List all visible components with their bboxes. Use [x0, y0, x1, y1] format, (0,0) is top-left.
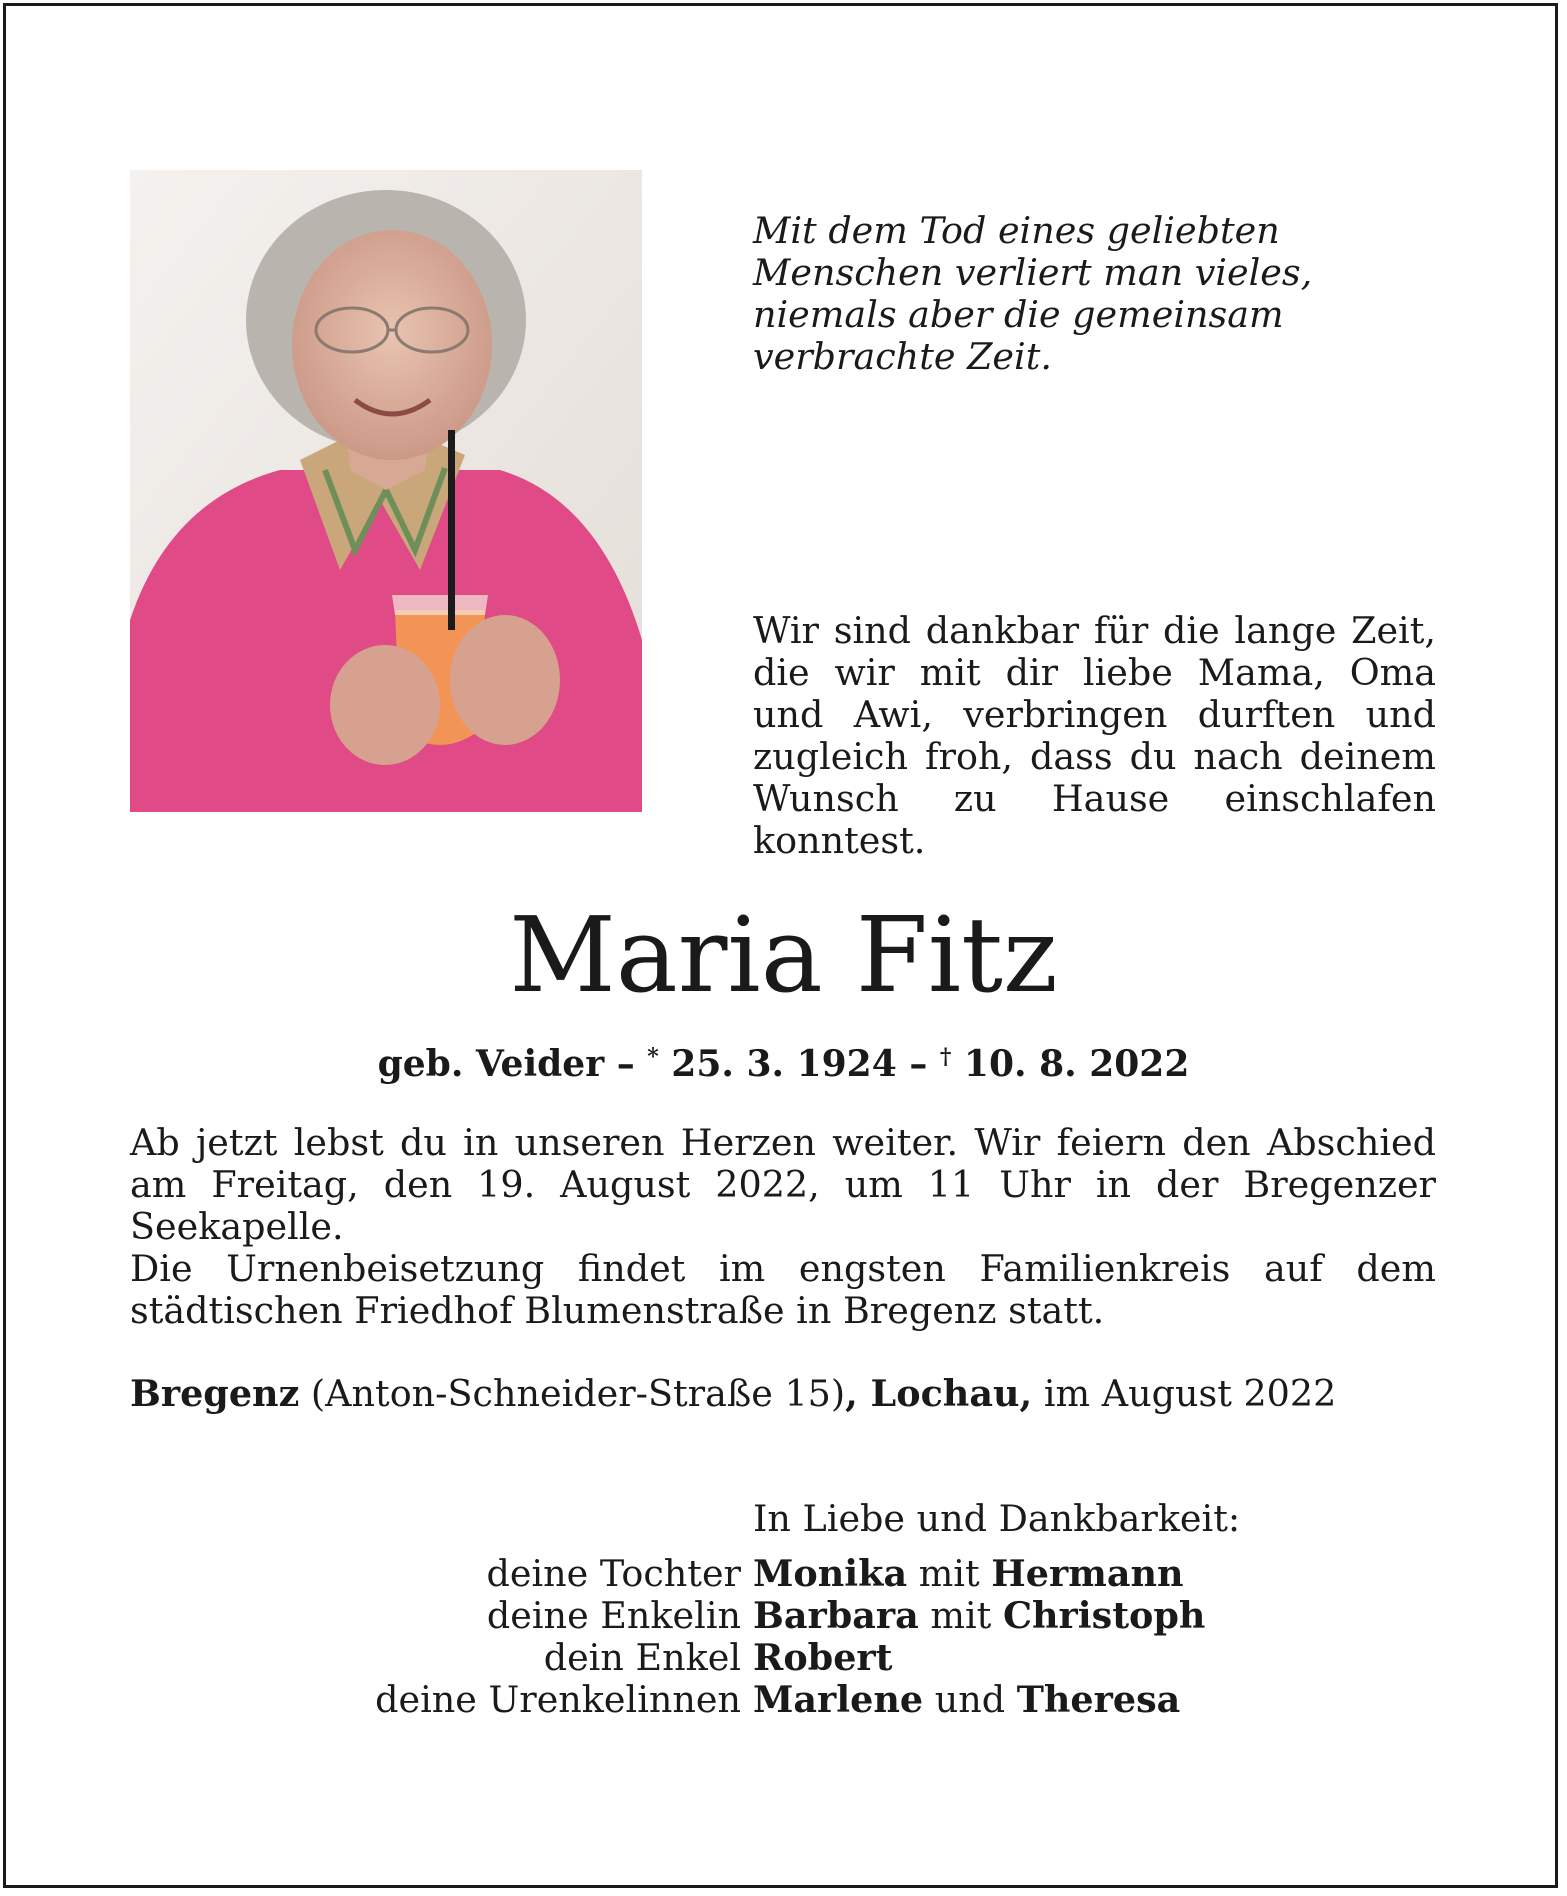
family-row [0, 1595, 1567, 1637]
quote-line: verbrachte Zeit. [753, 335, 1052, 378]
family-relation: deine Tochter [486, 1552, 741, 1595]
place-and-date [130, 1373, 1436, 1415]
family-name: Hermann [991, 1552, 1184, 1595]
family-list [0, 1553, 1567, 1721]
family-name: Robert [753, 1636, 893, 1679]
separator: – [604, 1043, 648, 1085]
place-city: , Lochau, [845, 1372, 1033, 1415]
birth-name: geb. Veider [377, 1043, 605, 1085]
family-row [0, 1553, 1567, 1595]
place-date: im August 2022 [1032, 1372, 1337, 1415]
birth-date: 25. 3. 1924 [658, 1043, 897, 1085]
family-names [753, 1679, 1180, 1721]
family-row [0, 1637, 1567, 1679]
burial-paragraph: Die Urnenbeisetzung findet im engsten Familienkreis auf dem städtischen Friedhof Blumenstraße in Bregenz statt. [130, 1247, 1436, 1332]
death-symbol: † [939, 1044, 952, 1070]
birth-symbol: * [647, 1044, 659, 1070]
family-name: Barbara [753, 1594, 919, 1637]
family-row [0, 1679, 1567, 1721]
death-date: 10. 8. 2022 [951, 1043, 1190, 1085]
life-dates [0, 1035, 1567, 1086]
thanks-paragraph: Wir sind dankbar für die lange Zeit, die wir mit dir liebe Mama, Oma und Awi, verbringen durften und zugleich froh, dass du nach deinem Wunsch zu Hause einschlafen konntest. [753, 609, 1436, 862]
deceased-name: Maria Fitz [509, 894, 1058, 1016]
family-relation: deine Enkelin [486, 1594, 741, 1637]
farewell-paragraph: Ab jetzt lebst du in unseren Herzen weiter. Wir feiern den Abschied am Freitag, den 19. August 2022, um 11 Uhr in der Bregenzer Seekapelle. [130, 1121, 1436, 1248]
family-name: Christoph [1002, 1594, 1206, 1637]
family-relation: dein Enkel [543, 1636, 741, 1679]
quote-line: niemals aber die gemeinsam [753, 293, 1284, 336]
place-city: Bregenz [130, 1372, 300, 1415]
quote-line: Menschen verliert man vieles, [753, 251, 1313, 294]
memorial-quote [753, 210, 1453, 378]
signoff: In Liebe und Dankbarkeit: [753, 1497, 1241, 1540]
family-names [753, 1553, 1184, 1595]
family-names [753, 1637, 893, 1679]
family-name: Monika [753, 1552, 908, 1595]
portrait-photo-icon [130, 170, 642, 812]
family-conjunction: und [923, 1678, 1017, 1721]
separator: – [896, 1043, 940, 1085]
family-names [753, 1595, 1205, 1637]
family-name: Marlene [753, 1678, 924, 1721]
place-address: (Anton-Schneider-Straße 15) [299, 1372, 846, 1415]
family-conjunction: mit [907, 1552, 992, 1595]
quote-line: Mit dem Tod eines geliebten [753, 209, 1280, 252]
family-relation: deine Urenkelinnen [375, 1678, 741, 1721]
family-conjunction: mit [918, 1594, 1003, 1637]
family-name: Theresa [1016, 1678, 1181, 1721]
portrait-photo [130, 170, 642, 812]
